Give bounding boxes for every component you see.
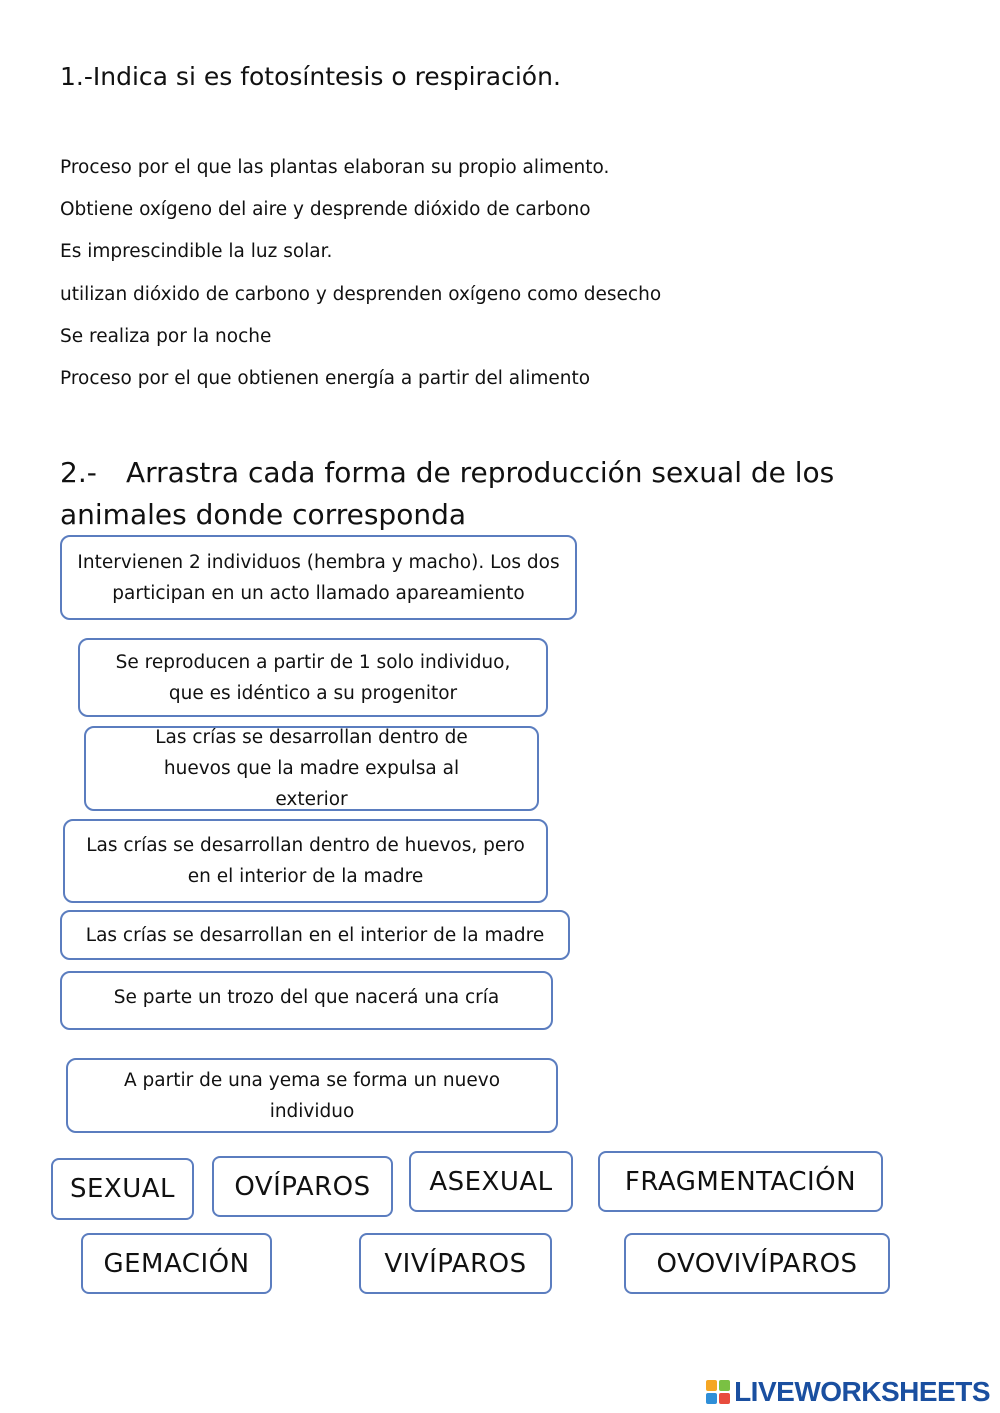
description-text: Se reproducen a partir de 1 solo individuo, que es idéntico a su progenitor [115, 651, 511, 704]
statement-5: Se realiza por la noche [60, 326, 272, 347]
statement-3: Es imprescindible la luz solar. [60, 241, 333, 262]
drop-target-2[interactable] [78, 638, 548, 717]
option-viviparos[interactable]: VIVÍPAROS [359, 1233, 552, 1294]
option-sexual[interactable]: SEXUAL [51, 1158, 194, 1220]
drop-target-3[interactable] [84, 726, 539, 811]
description-text: Las crías se desarrollan en el interior de la madre [85, 924, 545, 946]
option-asexual[interactable]: ASEXUAL [409, 1151, 573, 1212]
drop-target-4[interactable] [63, 819, 548, 903]
description-text: Se parte un trozo del que nacerá una cría [113, 987, 500, 1008]
statement-6: Proceso por el que obtienen energía a partir del alimento [60, 368, 591, 389]
brand-name: LIVEWORKSHEETS [734, 1376, 990, 1407]
description-text: A partir de una yema se forma un nuevo individuo [123, 1069, 501, 1122]
liveworksheets-logo [706, 1377, 990, 1407]
drop-target-5[interactable] [60, 910, 570, 960]
description-text: Las crías se desarrollan dentro de huevos, pero en el interior de la madre [86, 835, 525, 887]
option-ovoviviparos[interactable]: OVOVIVÍPAROS [624, 1233, 890, 1294]
statement-1: Proceso por el que las plantas elaboran su propio alimento. [60, 157, 610, 178]
logo-mark-icon [706, 1380, 730, 1404]
description-text: Intervienen 2 individuos (hembra y macho). Los dos participan en un acto llamado apareamiento [77, 551, 560, 604]
option-gemacion[interactable]: GEMACIÓN [81, 1233, 272, 1294]
drop-target-1[interactable] [60, 535, 577, 620]
question-1-title: 1.-Indica si es fotosíntesis o respiración. [60, 62, 561, 91]
drop-target-6[interactable] [60, 971, 553, 1030]
drop-target-7[interactable] [66, 1058, 558, 1133]
question-2-text: Arrastra cada forma de reproducción sexual de los animales donde corresponda [60, 456, 835, 531]
description-text: Las crías se desarrollan dentro de huevos que la madre expulsa al exterior [155, 727, 468, 810]
statement-4: utilizan dióxido de carbono y desprenden oxígeno como desecho [60, 284, 662, 305]
question-2-title [60, 452, 940, 536]
option-fragmentacion[interactable]: FRAGMENTACIÓN [598, 1151, 883, 1212]
statement-2: Obtiene oxígeno del aire y desprende dióxido de carbono [60, 199, 591, 220]
option-oviparos[interactable]: OVÍPAROS [212, 1156, 393, 1217]
question-2-number: 2.- [60, 456, 97, 489]
